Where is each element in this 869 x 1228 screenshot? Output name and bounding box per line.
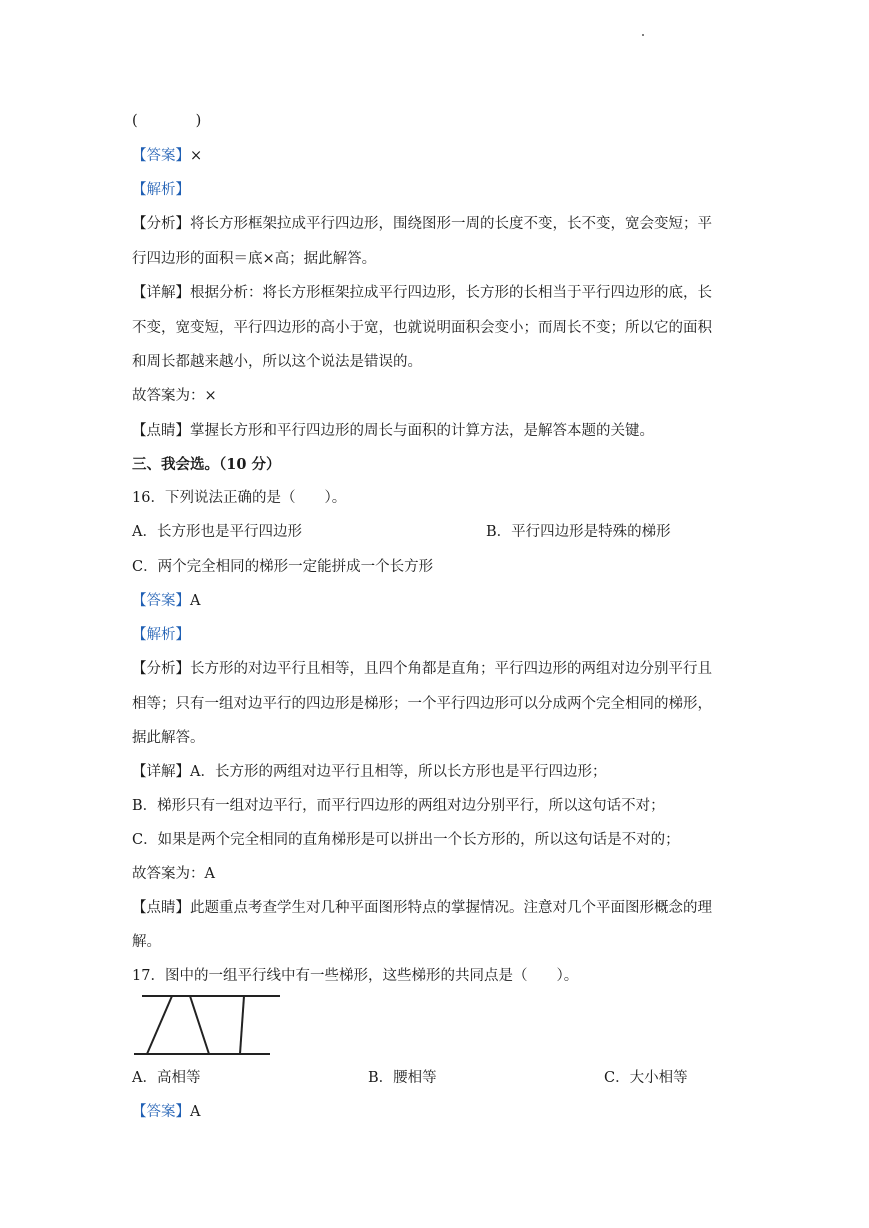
fenxi-text: 将长方形框架拉成平行四边形，围绕图形一周的长度不变，长不变，宽会变短；平 (190, 216, 712, 232)
q15-analysis-heading (132, 180, 742, 200)
q16-fenxi-line-2: 相等；只有一组对边平行的四边形是梯形；一个平行四边形可以分成两个完全相同的梯形， (132, 696, 712, 712)
q16-option-a: A．长方形也是平行四边形 (132, 524, 302, 540)
answer-value: A (190, 1104, 201, 1120)
q16-xiangjie-line-2: B．梯形只有一组对边平行，而平行四边形的两组对边分别平行，所以这句话不对； (132, 798, 665, 814)
xiangjie-text: A．长方形的两组对边平行且相等，所以长方形也是平行四边形； (190, 764, 607, 780)
q15-xiangjie-line-2: 不变，宽变短，平行四边形的高小于宽，也就说明面积会变小；而周长不变；所以它的面积 (132, 320, 712, 336)
q15-answer (132, 146, 742, 166)
answer-tag: 【答案】 (132, 148, 190, 164)
q16-xiangjie-line-3: C．如果是两个完全相同的直角梯形是可以拼出一个长方形的，所以这句话是不对的； (132, 832, 680, 848)
q15-fenxi-line-1 (132, 214, 742, 234)
xiangjie-tag: 【详解】 (132, 764, 190, 780)
q16-analysis-heading (132, 625, 742, 645)
q17-option-c: C．大小相等 (604, 1070, 688, 1086)
q17-question: 17．图中的一组平行线中有一些梯形，这些梯形的共同点是（ ）。 (132, 968, 579, 984)
dianjing-tag: 【点睛】 (132, 900, 190, 916)
q16-final-answer: 故答案为：A (132, 866, 215, 882)
fenxi-text: 长方形的对边平行且相等，且四个角都是直角；平行四边形的两组对边分别平行且 (190, 661, 712, 677)
q15-final-answer: 故答案为：× (132, 388, 217, 404)
q16-fenxi-line-1 (132, 659, 742, 679)
analysis-tag: 【解析】 (132, 627, 190, 643)
parallel-lines-trapezoid-figure (132, 993, 282, 1057)
dianjing-tag: 【点睛】 (132, 423, 190, 439)
xiangjie-text: 根据分析：将长方形框架拉成平行四边形，长方形的长相当于平行四边形的底，长 (190, 285, 712, 301)
q16-option-b: B．平行四边形是特殊的梯形 (486, 524, 671, 540)
answer-value: A (190, 593, 201, 609)
q17-option-a: A．高相等 (132, 1070, 201, 1086)
answer-tag: 【答案】 (132, 593, 190, 609)
q16-dianjing-line-2: 解。 (132, 934, 161, 950)
slant-line-2 (190, 996, 209, 1054)
xiangjie-tag: 【详解】 (132, 285, 190, 301)
q16-xiangjie-line-1 (132, 762, 742, 782)
q17-option-b: B．腰相等 (368, 1070, 437, 1086)
q16-fenxi-line-3: 据此解答。 (132, 730, 205, 746)
analysis-tag: 【解析】 (132, 182, 190, 198)
fenxi-tag: 【分析】 (132, 216, 190, 232)
q16-dianjing-line-1 (132, 898, 742, 918)
answer-tag: 【答案】 (132, 1104, 190, 1120)
dianjing-text: 掌握长方形和平行四边形的周长与面积的计算方法，是解答本题的关键。 (190, 423, 654, 439)
q16-question: 16．下列说法正确的是（ ）。 (132, 490, 347, 506)
section-title: 三、我会选。（10 分） (132, 456, 281, 473)
fenxi-tag: 【分析】 (132, 661, 190, 677)
q15-xiangjie-line-1 (132, 283, 742, 303)
answer-blank: ( ) (132, 113, 202, 129)
q16-answer (132, 591, 742, 611)
page-mark (642, 34, 644, 36)
slant-line-3 (240, 996, 244, 1054)
q17-answer (132, 1102, 742, 1122)
q15-fenxi-line-2: 行四边形的面积＝底×高；据此解答。 (132, 251, 377, 267)
slant-line-1 (147, 996, 172, 1054)
answer-value: × (190, 148, 203, 164)
dianjing-text: 此题重点考查学生对几种平面图形特点的掌握情况。注意对几个平面图形概念的理 (190, 900, 712, 916)
q15-dianjing (132, 421, 742, 441)
q15-xiangjie-line-3: 和周长都越来越小，所以这个说法是错误的。 (132, 354, 422, 370)
q16-option-c: C．两个完全相同的梯形一定能拼成一个长方形 (132, 559, 434, 575)
